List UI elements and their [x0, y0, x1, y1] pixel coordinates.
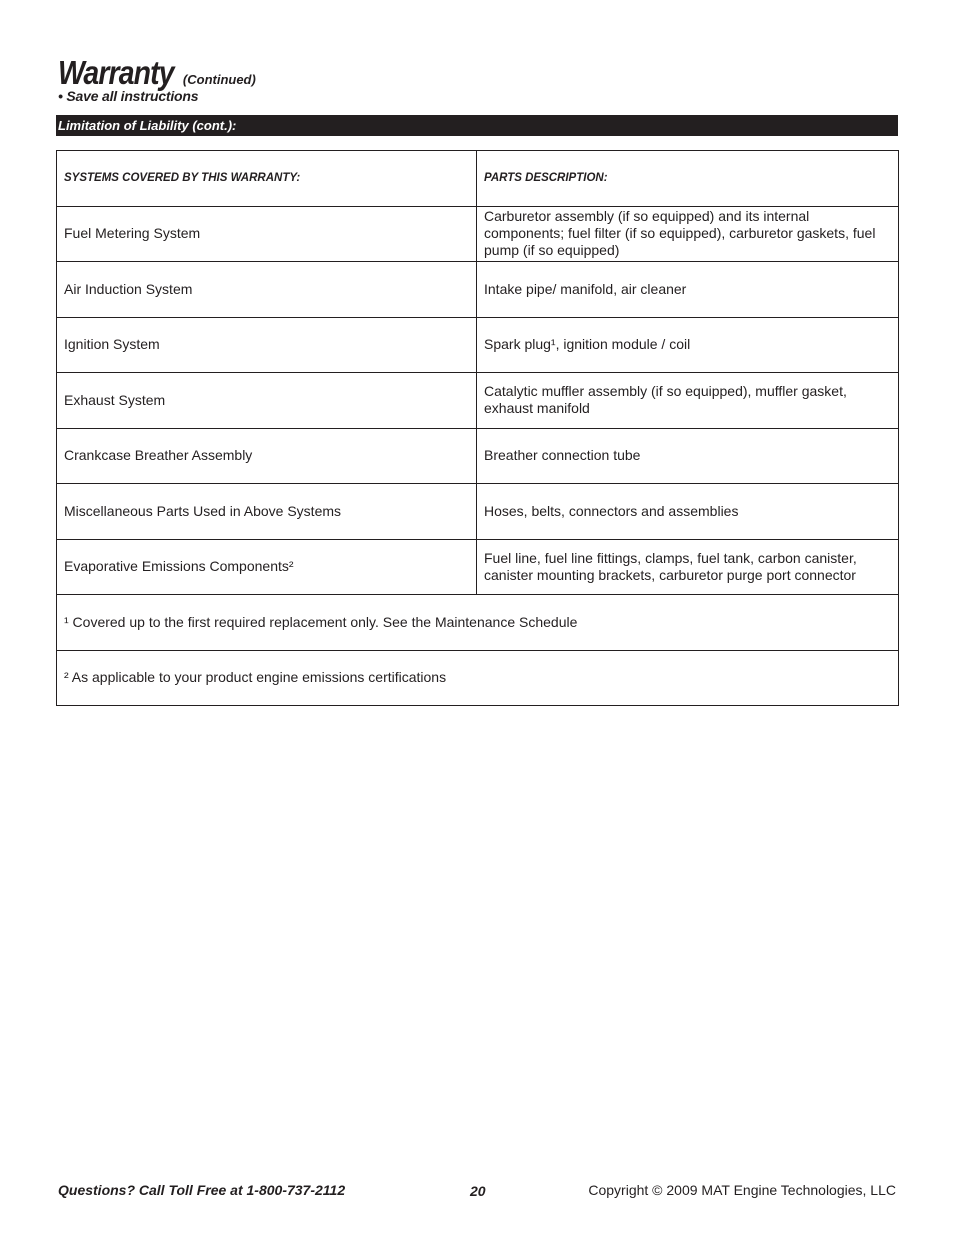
column-header-systems: SYSTEMS COVERED BY THIS WARRANTY: [57, 151, 477, 207]
footnote-1: ¹ Covered up to the first required replacement only. See the Maintenance Schedule [57, 595, 899, 651]
table-row [57, 206, 899, 262]
parts-cell: Catalytic muffler assembly (if so equipped), muffler gasket, exhaust manifold [477, 373, 899, 429]
toll-free-questions: Questions? Call Toll Free at 1-800-737-2112 [58, 1182, 346, 1198]
system-cell: Exhaust System [57, 373, 477, 429]
table-header-row [57, 151, 899, 207]
system-cell: Evaporative Emissions Components² [57, 539, 477, 595]
table-row [57, 484, 899, 540]
system-cell: Air Induction System [57, 262, 477, 318]
table-row [57, 428, 899, 484]
section-heading: Limitation of Liability (cont.): [56, 115, 898, 136]
parts-cell: Hoses, belts, connectors and assemblies [477, 484, 899, 540]
parts-cell: Spark plug¹, ignition module / coil [477, 317, 899, 373]
copyright-notice: Copyright © 2009 MAT Engine Technologies, LLC [588, 1182, 896, 1198]
page-title: Warranty [58, 54, 174, 91]
parts-cell: Breather connection tube [477, 428, 899, 484]
table-row [57, 539, 899, 595]
table-row [57, 373, 899, 429]
page-number: 20 [470, 1183, 486, 1199]
system-cell: Ignition System [57, 317, 477, 373]
footnote-row [57, 650, 899, 706]
parts-cell: Intake pipe/ manifold, air cleaner [477, 262, 899, 318]
page-subtitle: (Continued) [182, 72, 256, 87]
parts-cell: Fuel line, fuel line fittings, clamps, fuel tank, carbon canister, canister mounting brackets, carburetor purge port connector [477, 539, 899, 595]
system-cell: Crankcase Breather Assembly [57, 428, 477, 484]
warranty-table [56, 150, 899, 706]
table-row [57, 317, 899, 373]
parts-cell: Carburetor assembly (if so equipped) and its internal components; fuel filter (if so equipped), carburetor gaskets, fuel pump (if so equipped) [477, 206, 899, 262]
page-header [58, 56, 256, 89]
system-cell: Miscellaneous Parts Used in Above Systems [57, 484, 477, 540]
column-header-parts: PARTS DESCRIPTION: [477, 151, 899, 207]
table-row [57, 262, 899, 318]
instruction-note: • Save all instructions [58, 88, 199, 104]
system-cell: Fuel Metering System [57, 206, 477, 262]
footnote-2: ² As applicable to your product engine emissions certifications [57, 650, 899, 706]
footnote-row [57, 595, 899, 651]
